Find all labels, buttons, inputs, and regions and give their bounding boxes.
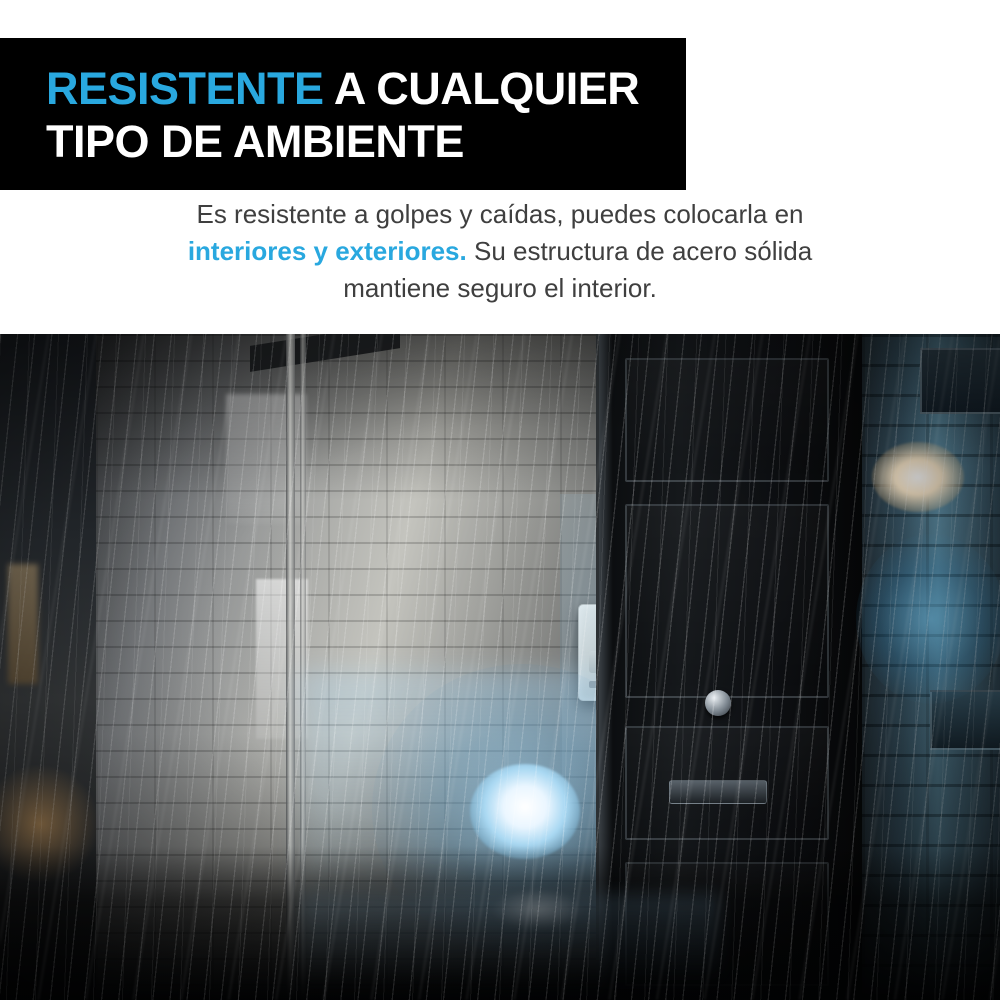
- subcopy-line-2-rest: Su estructura de acero sólida: [466, 235, 813, 266]
- upper-right-window: [920, 348, 1000, 414]
- subcopy-accent-phrase: interiores y exteriores.: [187, 235, 467, 266]
- headline-line-1-rest: A CUALQUIER: [323, 62, 640, 114]
- distant-window: [8, 564, 38, 684]
- headline-accent-word: RESISTENTE: [46, 62, 324, 114]
- door-letterbox: [669, 780, 767, 804]
- subcopy-line-1: Es resistente a golpes y caídas, puedes colocarla en: [196, 199, 804, 229]
- door-panel-1: [625, 358, 829, 482]
- headline-line-2: TIPO DE AMBIENTE: [46, 116, 464, 167]
- ground-reflection: [300, 894, 720, 1000]
- headline-band: [0, 38, 686, 190]
- door-panel-2: [625, 504, 829, 698]
- subcopy: [0, 196, 1000, 307]
- subcopy-line-3: mantiene seguro el interior.: [343, 272, 657, 303]
- product-photo: [0, 334, 1000, 1000]
- right-blue-glow: [856, 534, 1000, 704]
- right-wall-lamp: [872, 442, 964, 512]
- door-knob: [705, 690, 731, 716]
- subcopy-line-2: [60, 233, 940, 270]
- headline-line-1: [46, 62, 656, 115]
